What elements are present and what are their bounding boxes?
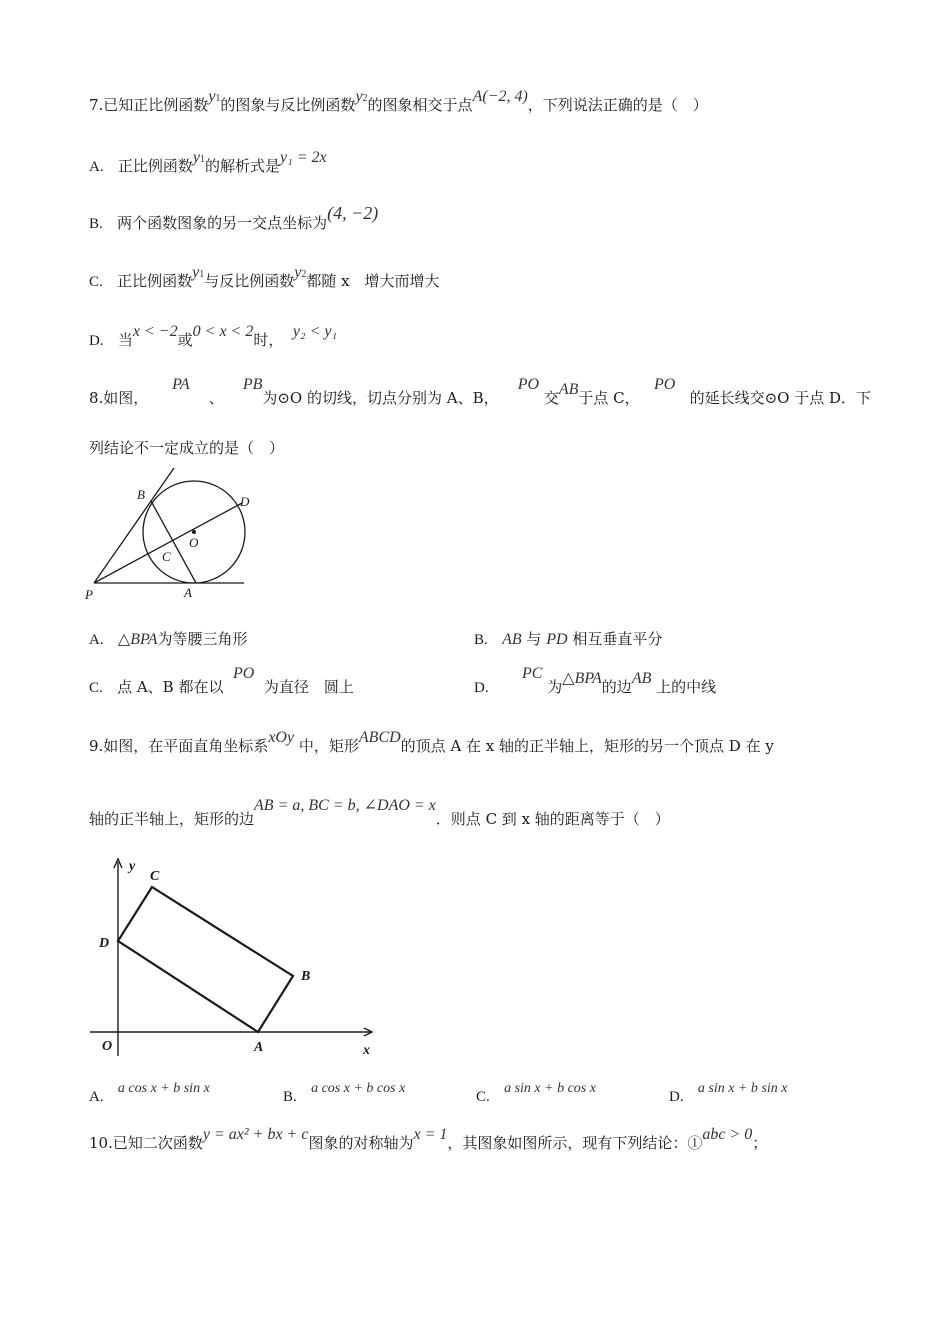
label-a: A (184, 585, 192, 600)
q7-option-c: C. 正比例函数y1与反比例函数y2都随 x 增大而增大 (89, 264, 440, 290)
math-condition-1: x < −2 (132, 323, 178, 340)
center-dot (192, 530, 196, 534)
math-y1: y1 (208, 88, 221, 105)
math-conditions: AB = a, BC = b, ∠DAO = x (254, 797, 436, 814)
label-o: O (189, 535, 199, 550)
q8-option-c: C. 点 A、B 都在以 PO 为直径 圆上 (89, 665, 354, 696)
label-o: O (102, 1039, 113, 1054)
q9-stem-line2: 轴的正半轴上，矩形的边AB = a, BC = b, ∠DAO = x．则点 C 到 x 轴的距离等于（ ） (89, 797, 670, 828)
math-y2: y2 (355, 88, 368, 105)
math-abcd: ABCD (358, 729, 401, 746)
q8-figure (82, 465, 262, 605)
label-c: C (162, 549, 171, 564)
q8-option-b: B. AB 与 PD 相互垂直平分 (474, 630, 663, 648)
q7-option-d: D. 当x < −2或0 < x < 2时， y₂ < y₁ (89, 323, 338, 349)
math-po: PO (653, 376, 676, 393)
q7-option-a: A. 正比例函数y1的解析式是y₁ = 2x (89, 149, 327, 175)
math-xoy: xOy (268, 729, 295, 746)
q7-stem: 7.已知正比例函数y1的图象与反比例函数y2的图象相交于点A(−2, 4)，下列说法正确的是（ ） (89, 88, 708, 114)
math-quadratic: y = ax² + bx + c (202, 1126, 309, 1143)
tangent-pb (94, 468, 174, 583)
math-y1: y1 (192, 264, 205, 281)
math-ab: AB (558, 381, 579, 398)
math-condition-2: 0 < x < 2 (192, 323, 254, 340)
math-result: y₂ < y₁ (292, 323, 338, 340)
q10-stem: 10.已知二次函数y = ax² + bx + c图象的对称轴为x = 1，其图象如图所示，现有下列结论：①abc > 0； (89, 1126, 768, 1152)
label-p: P (85, 587, 93, 602)
q9-figure (85, 850, 385, 1065)
q8-option-d: D. PC 为△BPA的边AB 上的中线 (474, 665, 717, 696)
q8-stem: 8.如图， PA 、 PB为⊙O 的切线，切点分别为 A、B， PO 交AB于点 C， PO 的延长线交⊙O 于点 D．下 (89, 376, 872, 407)
q9-option-c: C. a sin x + b cos x (476, 1081, 596, 1105)
math-pa: PA (172, 376, 190, 393)
q8-option-a: A. △BPA为等腰三角形 (89, 630, 248, 648)
label-x: x (363, 1043, 370, 1058)
label-d: D (99, 936, 110, 951)
math-axis: x = 1 (413, 1126, 448, 1143)
q8-stem-line2: 列结论不一定成立的是（ ） (89, 439, 285, 457)
math-equation: y₁ = 2x (280, 149, 327, 166)
label-b: B (301, 969, 311, 984)
math-point-a: A(−2, 4) (472, 88, 528, 105)
label-c: C (150, 869, 160, 884)
math-coordinate: (4, −2) (327, 203, 379, 223)
math-y1: y1 (192, 149, 206, 166)
math-conclusion-1: abc > 0 (702, 1126, 753, 1143)
math-pb: PB (242, 376, 263, 393)
q9-stem: 9.如图，在平面直角坐标系xOy 中，矩形ABCD的顶点 A 在 x 轴的正半轴上，矩形的另一个顶点 D 在 y (89, 729, 774, 755)
label-a: A (254, 1040, 264, 1055)
label-d: D (240, 494, 250, 509)
q9-option-b: B. a cos x + b cos x (283, 1081, 406, 1105)
q9-option-a: A. a cos x + b sin x (89, 1081, 210, 1105)
line-pd (94, 503, 242, 583)
label-y: y (129, 859, 136, 874)
q9-option-d: D. a sin x + b sin x (669, 1081, 788, 1105)
q7-option-b: B. 两个函数图象的另一交点坐标为(4, −2) (89, 203, 379, 232)
label-b: B (137, 487, 145, 502)
math-y2: y2 (294, 264, 307, 281)
math-po: PO (517, 376, 540, 393)
rectangle-abcd (118, 887, 293, 1032)
